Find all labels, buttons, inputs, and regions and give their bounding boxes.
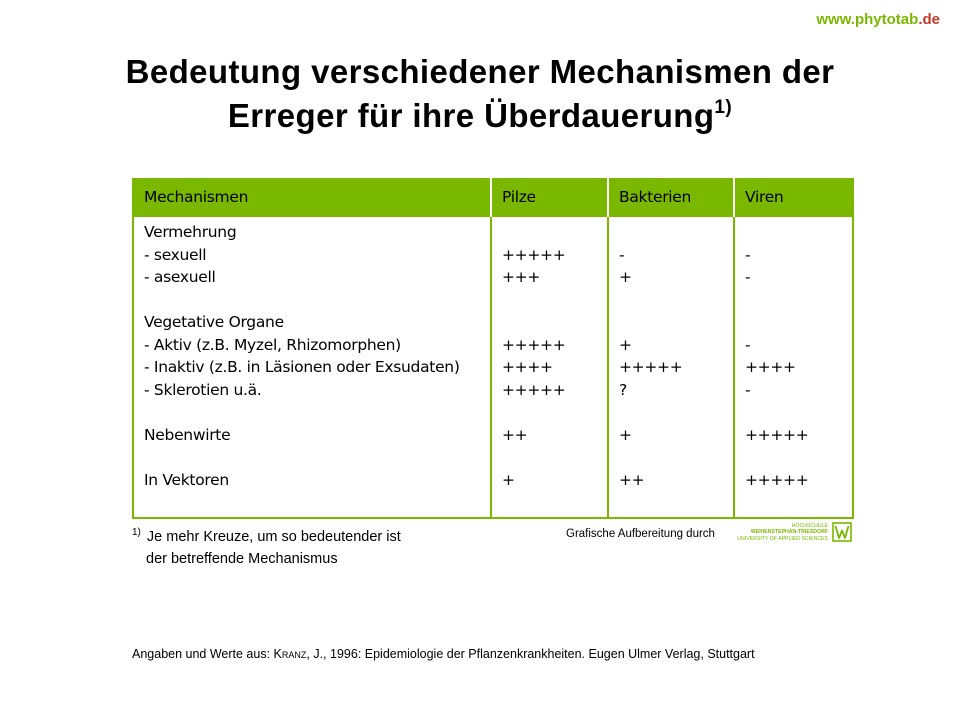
cell-line: ? [619,380,627,399]
footnote-line2: der betreffende Mechanismus [146,551,338,567]
footnote [132,522,401,570]
cell-line: + [619,425,632,444]
footnote-mark: 1) [132,527,141,538]
cell-line [619,221,723,244]
logo-line-1: HOCHSCHULE [791,523,828,529]
mechanisms-table [132,178,854,519]
cell-line: +++++ [745,470,809,489]
cell-line [502,311,597,334]
cell-line [144,401,480,424]
header-mechanismen: Mechanismen [133,178,491,216]
cell-line: +++++ [502,245,566,264]
cell-line: ++++ [745,358,796,376]
cell-line: + [619,268,632,286]
cell-line [619,311,723,334]
cell-line [619,446,723,469]
source-citation [132,646,832,663]
cell-line [619,401,723,424]
website-url-tld: .de [918,11,940,28]
table-header-row [133,178,853,216]
cell-line: - [619,245,625,264]
credit-text: Grafische Aufbereitung durch [566,528,715,540]
header-bakterien: Bakterien [608,178,734,216]
column-bakterien [608,216,734,518]
cell-line [745,221,842,244]
cell-line [502,221,597,244]
header-viren: Viren [734,178,853,216]
hsw-logo-icon [832,522,852,542]
cell-line: ++ [619,470,645,489]
cell-line [619,289,723,312]
table-body-row [133,216,853,518]
university-logo [736,522,852,544]
website-url-domain: www.phytotab [816,11,919,28]
cell-line: +++++ [502,335,566,354]
source-author: Kranz [273,647,307,661]
cell-line: +++++ [745,425,809,444]
cell-line: In Vektoren [144,470,229,489]
header-pilze: Pilze [491,178,608,216]
cell-line: - sexuell [144,245,207,264]
cell-line [502,401,597,424]
slide-title [0,50,960,138]
slide-title-line2 [0,94,960,138]
cell-line: - [745,245,751,264]
cell-line: - Sklerotien u.ä. [144,380,262,399]
cell-line: +++ [502,268,541,286]
cell-line: - [745,380,751,399]
cell-line: + [502,470,515,489]
cell-line [745,289,842,312]
slide-title-line2-text: Erreger für ihre Überdauerung [227,97,715,134]
cell-line [144,446,480,469]
cell-line: +++++ [502,380,566,399]
cell-line: ++ [502,425,528,444]
cell-line [502,289,597,312]
cell-line: - asexuell [144,268,216,286]
cell-line [144,289,480,312]
cell-line: Vermehrung [144,223,237,241]
cell-line: +++++ [619,358,683,376]
cell-line: Vegetative Organe [144,313,284,331]
slide-title-line1: Bedeutung verschiedener Mechanismen der [125,53,835,90]
footnote-text1: Je mehr Kreuze, um so bedeutender ist [146,529,401,545]
title-footnote-ref: 1) [714,97,733,118]
cell-line: + [619,335,632,354]
column-mechanismen [133,216,491,518]
footnote-line1 [132,522,401,548]
cell-line [745,311,842,334]
logo-text [736,523,828,542]
column-pilze [491,216,608,518]
cell-line: - Inaktiv (z.B. in Läsionen oder Exsudaten) [144,358,460,376]
website-url[interactable] [816,11,940,28]
cell-line: - Aktiv (z.B. Myzel, Rhizomorphen) [144,335,401,354]
source-rest: , J., 1996: Epidemiologie der Pflanzenkrankheiten. Eugen Ulmer Verlag, Stuttgart [306,647,755,661]
column-viren [734,216,853,518]
logo-line-3: UNIVERSITY OF APPLIED SCIENCES [737,535,828,542]
cell-line: - [745,335,751,354]
cell-line: - [745,268,751,286]
cell-line [745,401,842,424]
logo-line-2: WEIHENSTEPHAN-TRIESDORF [750,529,828,536]
cell-line [502,446,597,469]
cell-line: Nebenwirte [144,425,231,444]
source-prefix: Angaben und Werte aus: [132,647,271,661]
cell-line [745,446,842,469]
cell-line: ++++ [502,358,553,376]
